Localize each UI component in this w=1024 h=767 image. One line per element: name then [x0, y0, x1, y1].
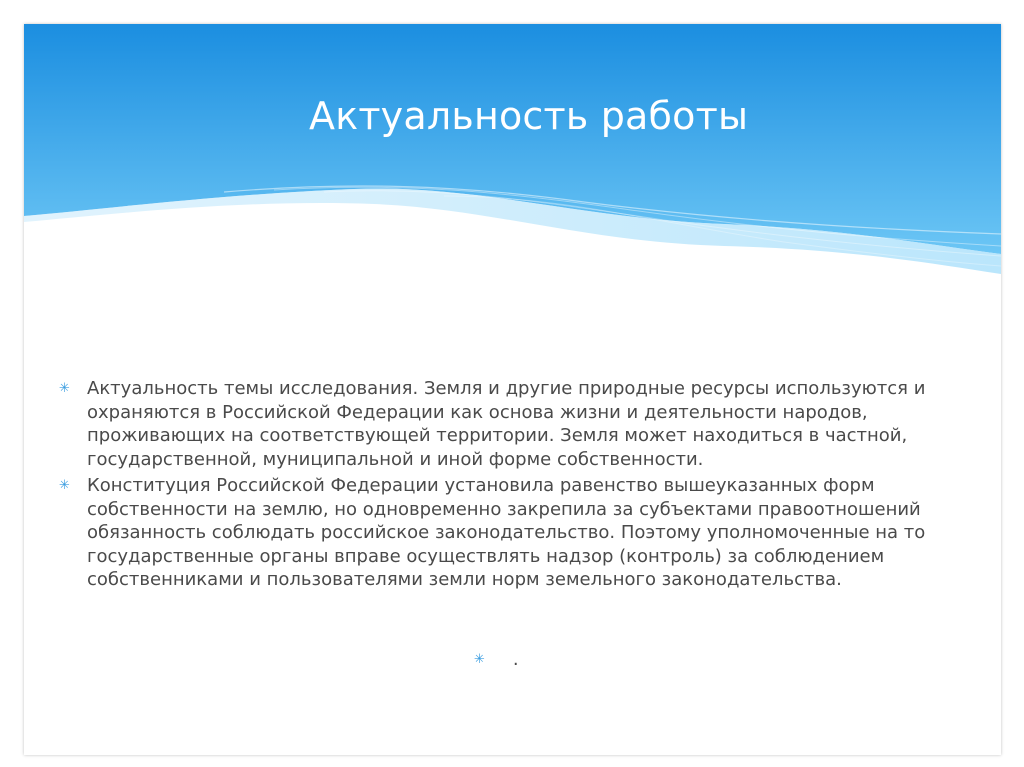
bullet-text: Актуальность темы исследования. Земля и другие природные ресурсы используются и охраняются в Российской Федерации как основа жизни и деятельности народов, проживающих на соответствующей территории. Земля может находиться в частной, государственной, муниципальной и иной форме собственности.: [87, 378, 926, 470]
empty-bullet-item: [474, 649, 519, 670]
header-wave-background: [24, 24, 1001, 304]
slide-title: Актуальность работы: [309, 94, 749, 138]
asterisk-bullet-icon: ✳: [59, 381, 70, 396]
bullet-text: Конституция Российской Федерации установила равенство вышеуказанных форм собственности на землю, но одновременно закрепила за субъектами правоотношений обязанность соблюдать российское законодательство. Поэтому уполномоченные на то государственные органы вправе осуществлять надзор (контроль) за соблюдением собственниками и пользователями земли норм земельного законодательства.: [87, 475, 926, 590]
slide: [24, 24, 1001, 755]
bullet-item: [59, 474, 959, 592]
bullet-list: [59, 377, 959, 595]
bullet-text: .: [512, 649, 519, 670]
asterisk-bullet-icon: ✳: [474, 652, 485, 667]
asterisk-bullet-icon: ✳: [59, 478, 70, 493]
bullet-item: [59, 377, 959, 471]
